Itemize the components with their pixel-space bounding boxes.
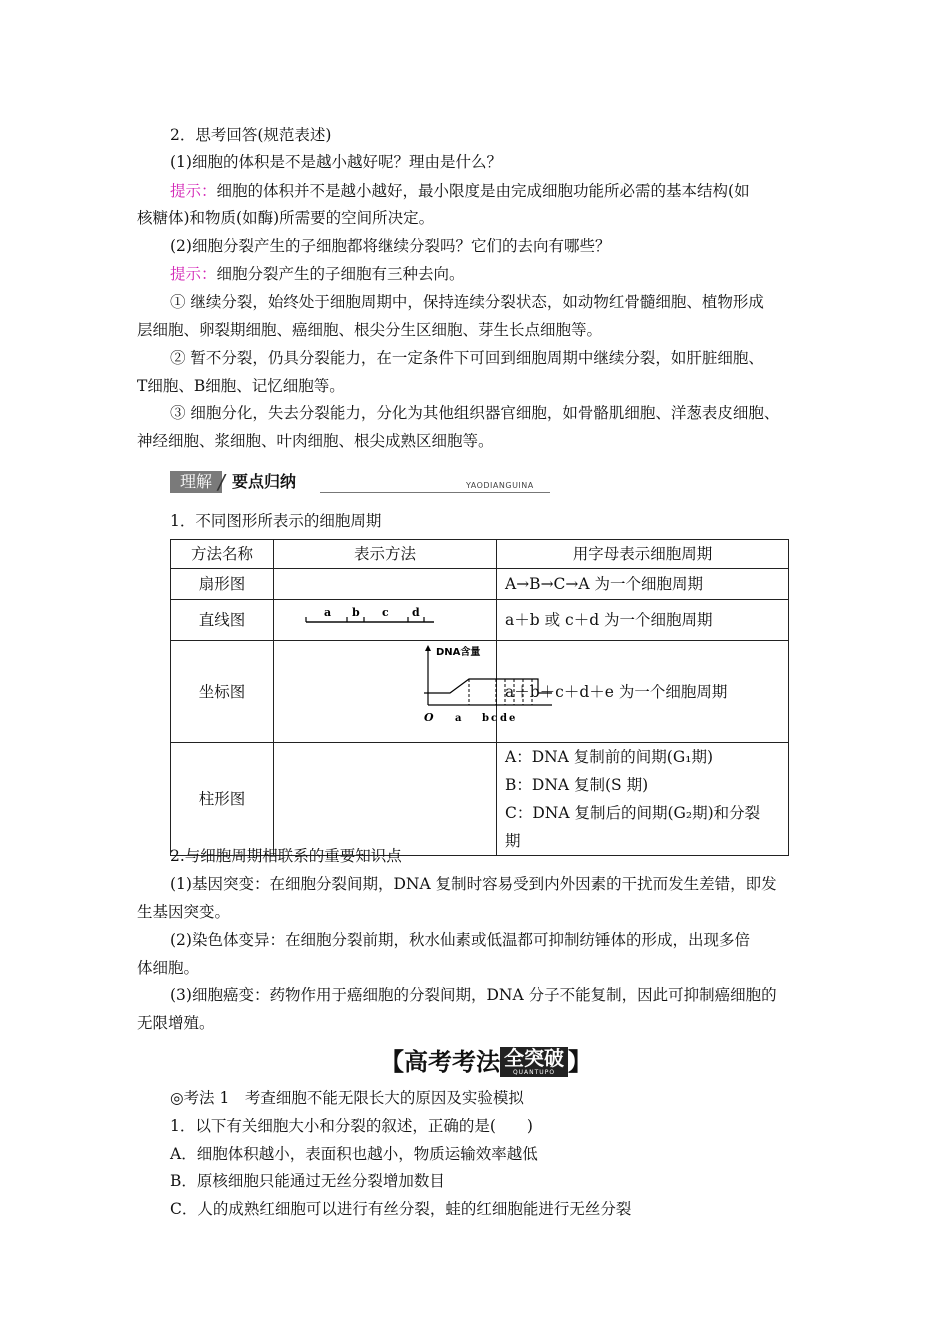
graph-x-label-e: e [509, 713, 516, 724]
cancer-line-1: (3)细胞癌变：药物作用于癌细胞的分裂间期，DNA 分子不能复制，因此可抑制癌细胞的 [170, 986, 777, 1004]
header-letters: 用字母表示细胞周期 [497, 540, 789, 569]
option-c: C．人的成熟红细胞可以进行有丝分裂，蛙的红细胞能进行无丝分裂 [170, 1200, 632, 1218]
row-desc-multiline [497, 743, 789, 856]
table-row [171, 569, 789, 600]
answer-2: 提示：细胞分裂产生的子细胞有三种去向。 [170, 265, 465, 283]
graph-origin: O [424, 711, 434, 724]
bar-diagram-cell [274, 743, 497, 856]
exam-question-1: 1．以下有关细胞大小和分裂的叙述，正确的是( ) [170, 1117, 533, 1135]
section-underline [320, 492, 550, 493]
exam-method: ◎考法 1 考查细胞不能无限长大的原因及实验模拟 [170, 1089, 524, 1107]
banner-badge: 全突破 QUANTUPO [500, 1047, 568, 1077]
cell-cycle-table [170, 539, 789, 856]
fate-item-3-line-2: 神经细胞、浆细胞、叶肉细胞、根尖成熟区细胞等。 [137, 432, 494, 450]
line-label-d: d [412, 606, 420, 619]
row-desc: a＋b＋c＋d＋e 为一个细胞周期 [497, 641, 789, 743]
fate-item-2-line-1: ② 暂不分裂，仍具分裂能力，在一定条件下可回到细胞周期中继续分裂，如肝脏细胞、 [170, 349, 764, 367]
question-2: (2)细胞分裂产生的子细胞都将继续分裂吗？它们的去向有哪些？ [170, 237, 611, 255]
coordinate-graph-cell [274, 641, 516, 743]
gene-mutation-line-2: 生基因突变。 [137, 903, 231, 921]
section-title: 要点归纳 [232, 472, 297, 491]
banner-title: 高考考法 [404, 1048, 500, 1076]
row-name: 柱形图 [171, 743, 274, 856]
table-header-row [171, 540, 789, 569]
section-header [170, 471, 550, 493]
line-label-b: b [352, 606, 360, 619]
section-slash-icon: / [218, 470, 225, 494]
tip-label: 提示： [170, 265, 217, 283]
header-representation: 表示方法 [274, 540, 497, 569]
option-b: B．原核细胞只能通过无丝分裂增加数目 [170, 1172, 445, 1190]
section-banner [380, 1044, 592, 1080]
row-name: 扇形图 [171, 569, 274, 600]
header-method-name: 方法名称 [171, 540, 274, 569]
graph-y-label: DNA含量 [436, 647, 481, 658]
row-desc: a＋b 或 c＋d 为一个细胞周期 [497, 600, 789, 641]
chromosome-variation-line-1: (2)染色体变异：在细胞分裂前期，秋水仙素或低温都可抑制纺锤体的形成，出现多倍 [170, 931, 750, 949]
fate-item-1-line-1: ① 继续分裂，始终处于细胞周期中，保持连续分裂状态，如动物红骨髓细胞、植物形成 [170, 293, 764, 311]
pie-diagram-cell [274, 569, 497, 600]
banner-badge-pinyin: QUANTUPO [512, 1069, 556, 1076]
option-a: A．细胞体积越小，表面积也越小，物质运输效率越低 [170, 1145, 538, 1163]
line-diagram-cell [274, 600, 497, 641]
desc-line-c: C：DNA 复制后的间期(G₂期)和分裂 [505, 804, 761, 822]
table-caption: 1．不同图形所表示的细胞周期 [170, 512, 382, 530]
dna-content-graph [274, 641, 516, 737]
fate-item-3-line-1: ③ 细胞分化，失去分裂能力，分化为其他组织器官细胞，如骨骼肌细胞、洋葱表皮细胞、 [170, 404, 780, 422]
row-desc: A→B→C→A 为一个细胞周期 [497, 569, 789, 600]
graph-x-label-c: c [491, 713, 498, 724]
answer-1-line-2: 核糖体)和物质(如酶)所需要的空间所决定。 [137, 209, 435, 227]
answer-1-line-1: 提示：细胞的体积并不是越小越好，最小限度是由完成细胞功能所必需的基本结构(如 [170, 182, 750, 200]
graph-x-label-d: d [500, 713, 507, 724]
tip-label: 提示： [170, 182, 217, 200]
graph-x-label-b: b [482, 713, 489, 724]
chromosome-variation-line-2: 体细胞。 [137, 959, 200, 977]
desc-line-c-cont: 期 [505, 832, 521, 850]
question-1: (1)细胞的体积是不是越小越好呢？理由是什么？ [170, 153, 502, 171]
banner-left-bracket: 【 [380, 1048, 404, 1076]
line-label-c: c [382, 606, 389, 619]
line-label-a: a [324, 606, 332, 619]
row-name: 直线图 [171, 600, 274, 641]
table-row [171, 600, 789, 641]
think-heading: 2．思考回答(规范表述) [170, 126, 332, 144]
line-diagram [274, 600, 496, 635]
gene-mutation-line-1: (1)基因突变：在细胞分裂间期，DNA 复制时容易受到内外因素的干扰而发生差错，即发 [170, 875, 777, 893]
desc-line-b: B：DNA 复制(S 期) [505, 776, 649, 794]
row-name: 坐标图 [171, 641, 274, 743]
cancer-line-2: 无限增殖。 [137, 1014, 215, 1032]
table-row [171, 641, 789, 743]
desc-line-a: A：DNA 复制前的间期(G₁期) [505, 748, 713, 766]
graph-x-label-a: a [455, 713, 462, 724]
fate-item-2-line-2: T细胞、B细胞、记忆细胞等。 [137, 377, 345, 395]
banner-right-bracket: 】 [568, 1048, 592, 1076]
section-tag: 理解 [170, 471, 222, 493]
section-pinyin: YAODIANGUINA [466, 481, 534, 490]
table-row [171, 743, 789, 856]
fate-item-1-line-2: 层细胞、卵裂期细胞、癌细胞、根尖分生区细胞、芽生长点细胞等。 [137, 321, 603, 339]
related-heading: 2.与细胞周期相联系的重要知识点 [170, 847, 402, 865]
